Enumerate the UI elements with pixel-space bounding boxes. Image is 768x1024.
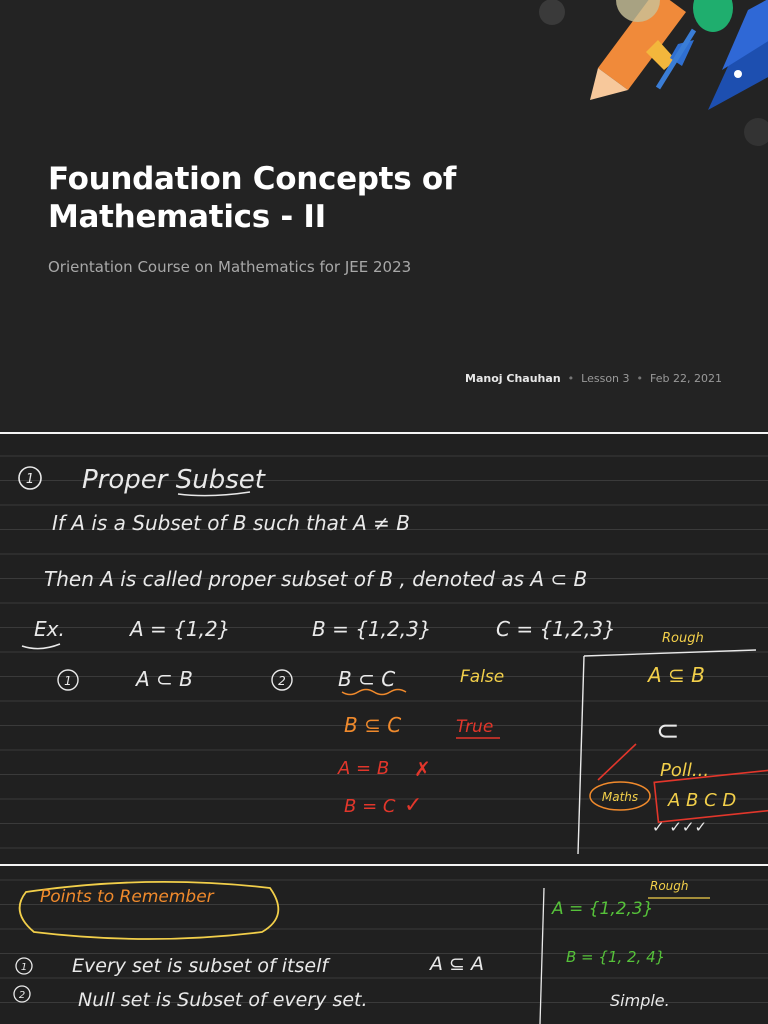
course-title — [48, 160, 528, 236]
point-2-text: Null set is Subset of every set. — [78, 989, 368, 1011]
item-4-cross-mark: ✗ — [414, 757, 431, 781]
item-2-number: 2 — [278, 674, 286, 688]
item-1-expression: A ⊂ B — [136, 667, 193, 691]
meta-separator: • — [567, 372, 575, 385]
rough-set-b: B = {1, 2, 4} — [566, 948, 666, 966]
course-title-line-1: Foundation Concepts of — [48, 161, 457, 197]
poll-label: Poll... — [660, 760, 710, 781]
definition-line-1: If A is a Subset of B such that A ≠ B — [52, 511, 410, 535]
item-3-verdict: True — [456, 717, 494, 737]
rough-label: Rough — [650, 879, 689, 893]
rough-expression-2: ⊂ — [656, 714, 680, 747]
whiteboard-canvas — [0, 866, 768, 1024]
rough-divider-horizontal — [584, 650, 756, 656]
point-2-number: 2 — [18, 990, 26, 1001]
definition-line-2: Then A is called proper subset of B , denoted as A ⊂ B — [44, 567, 588, 591]
rough-divider-vertical — [540, 888, 544, 1024]
whiteboard-slide-proper-subset — [0, 434, 768, 864]
set-a: A = {1,2} — [130, 617, 231, 641]
maths-label: Maths — [601, 790, 639, 804]
item-2-verdict: False — [460, 667, 505, 687]
whiteboard-slide-points-to-remember — [0, 866, 768, 1024]
item-3-expression: B ⊆ C — [344, 713, 402, 737]
example-label: Ex. — [34, 617, 65, 641]
item-5-expression: B = C — [344, 796, 396, 817]
point-1-text: Every set is subset of itself — [72, 955, 329, 977]
rough-set-a: A = {1,2,3} — [552, 899, 654, 919]
point-1-expression: A ⊆ A — [430, 953, 484, 975]
item-2-expression: B ⊂ C — [338, 667, 396, 691]
example-underline — [22, 644, 60, 649]
heading-text: Proper Subset — [82, 465, 265, 495]
set-c: C = {1,2,3} — [496, 617, 616, 641]
lesson-number: Lesson 3 — [581, 372, 630, 385]
course-subtitle: Orientation Course on Mathematics for JEE 2023 — [48, 258, 412, 276]
rough-simple-note: Simple. — [610, 991, 670, 1010]
lesson-meta — [465, 372, 722, 385]
rough-expression-1: A ⊆ B — [648, 663, 705, 687]
cover-slide — [0, 0, 768, 432]
meta-separator: • — [636, 372, 644, 385]
decorative-pencils-illustration — [508, 0, 768, 160]
item-1-number: 1 — [64, 674, 72, 688]
point-1-number: 1 — [20, 962, 28, 973]
points-to-remember-label: Points to Remember — [40, 887, 214, 907]
poll-choices: A B C D — [668, 790, 737, 811]
rough-divider-vertical — [578, 656, 584, 854]
author-name[interactable]: Manoj Chauhan — [465, 372, 561, 385]
lesson-date: Feb 22, 2021 — [650, 372, 722, 385]
whiteboard-canvas — [0, 434, 768, 864]
rough-label: Rough — [662, 631, 704, 646]
course-title-line-2: Mathematics - II — [48, 199, 326, 235]
item-4-expression: A = B — [338, 758, 390, 779]
heading-number: 1 — [25, 472, 35, 487]
poll-ticks: ✓ ✓✓✓ — [652, 818, 708, 836]
item-5-check-mark: ✓ — [404, 793, 423, 818]
set-b: B = {1,2,3} — [312, 617, 432, 641]
